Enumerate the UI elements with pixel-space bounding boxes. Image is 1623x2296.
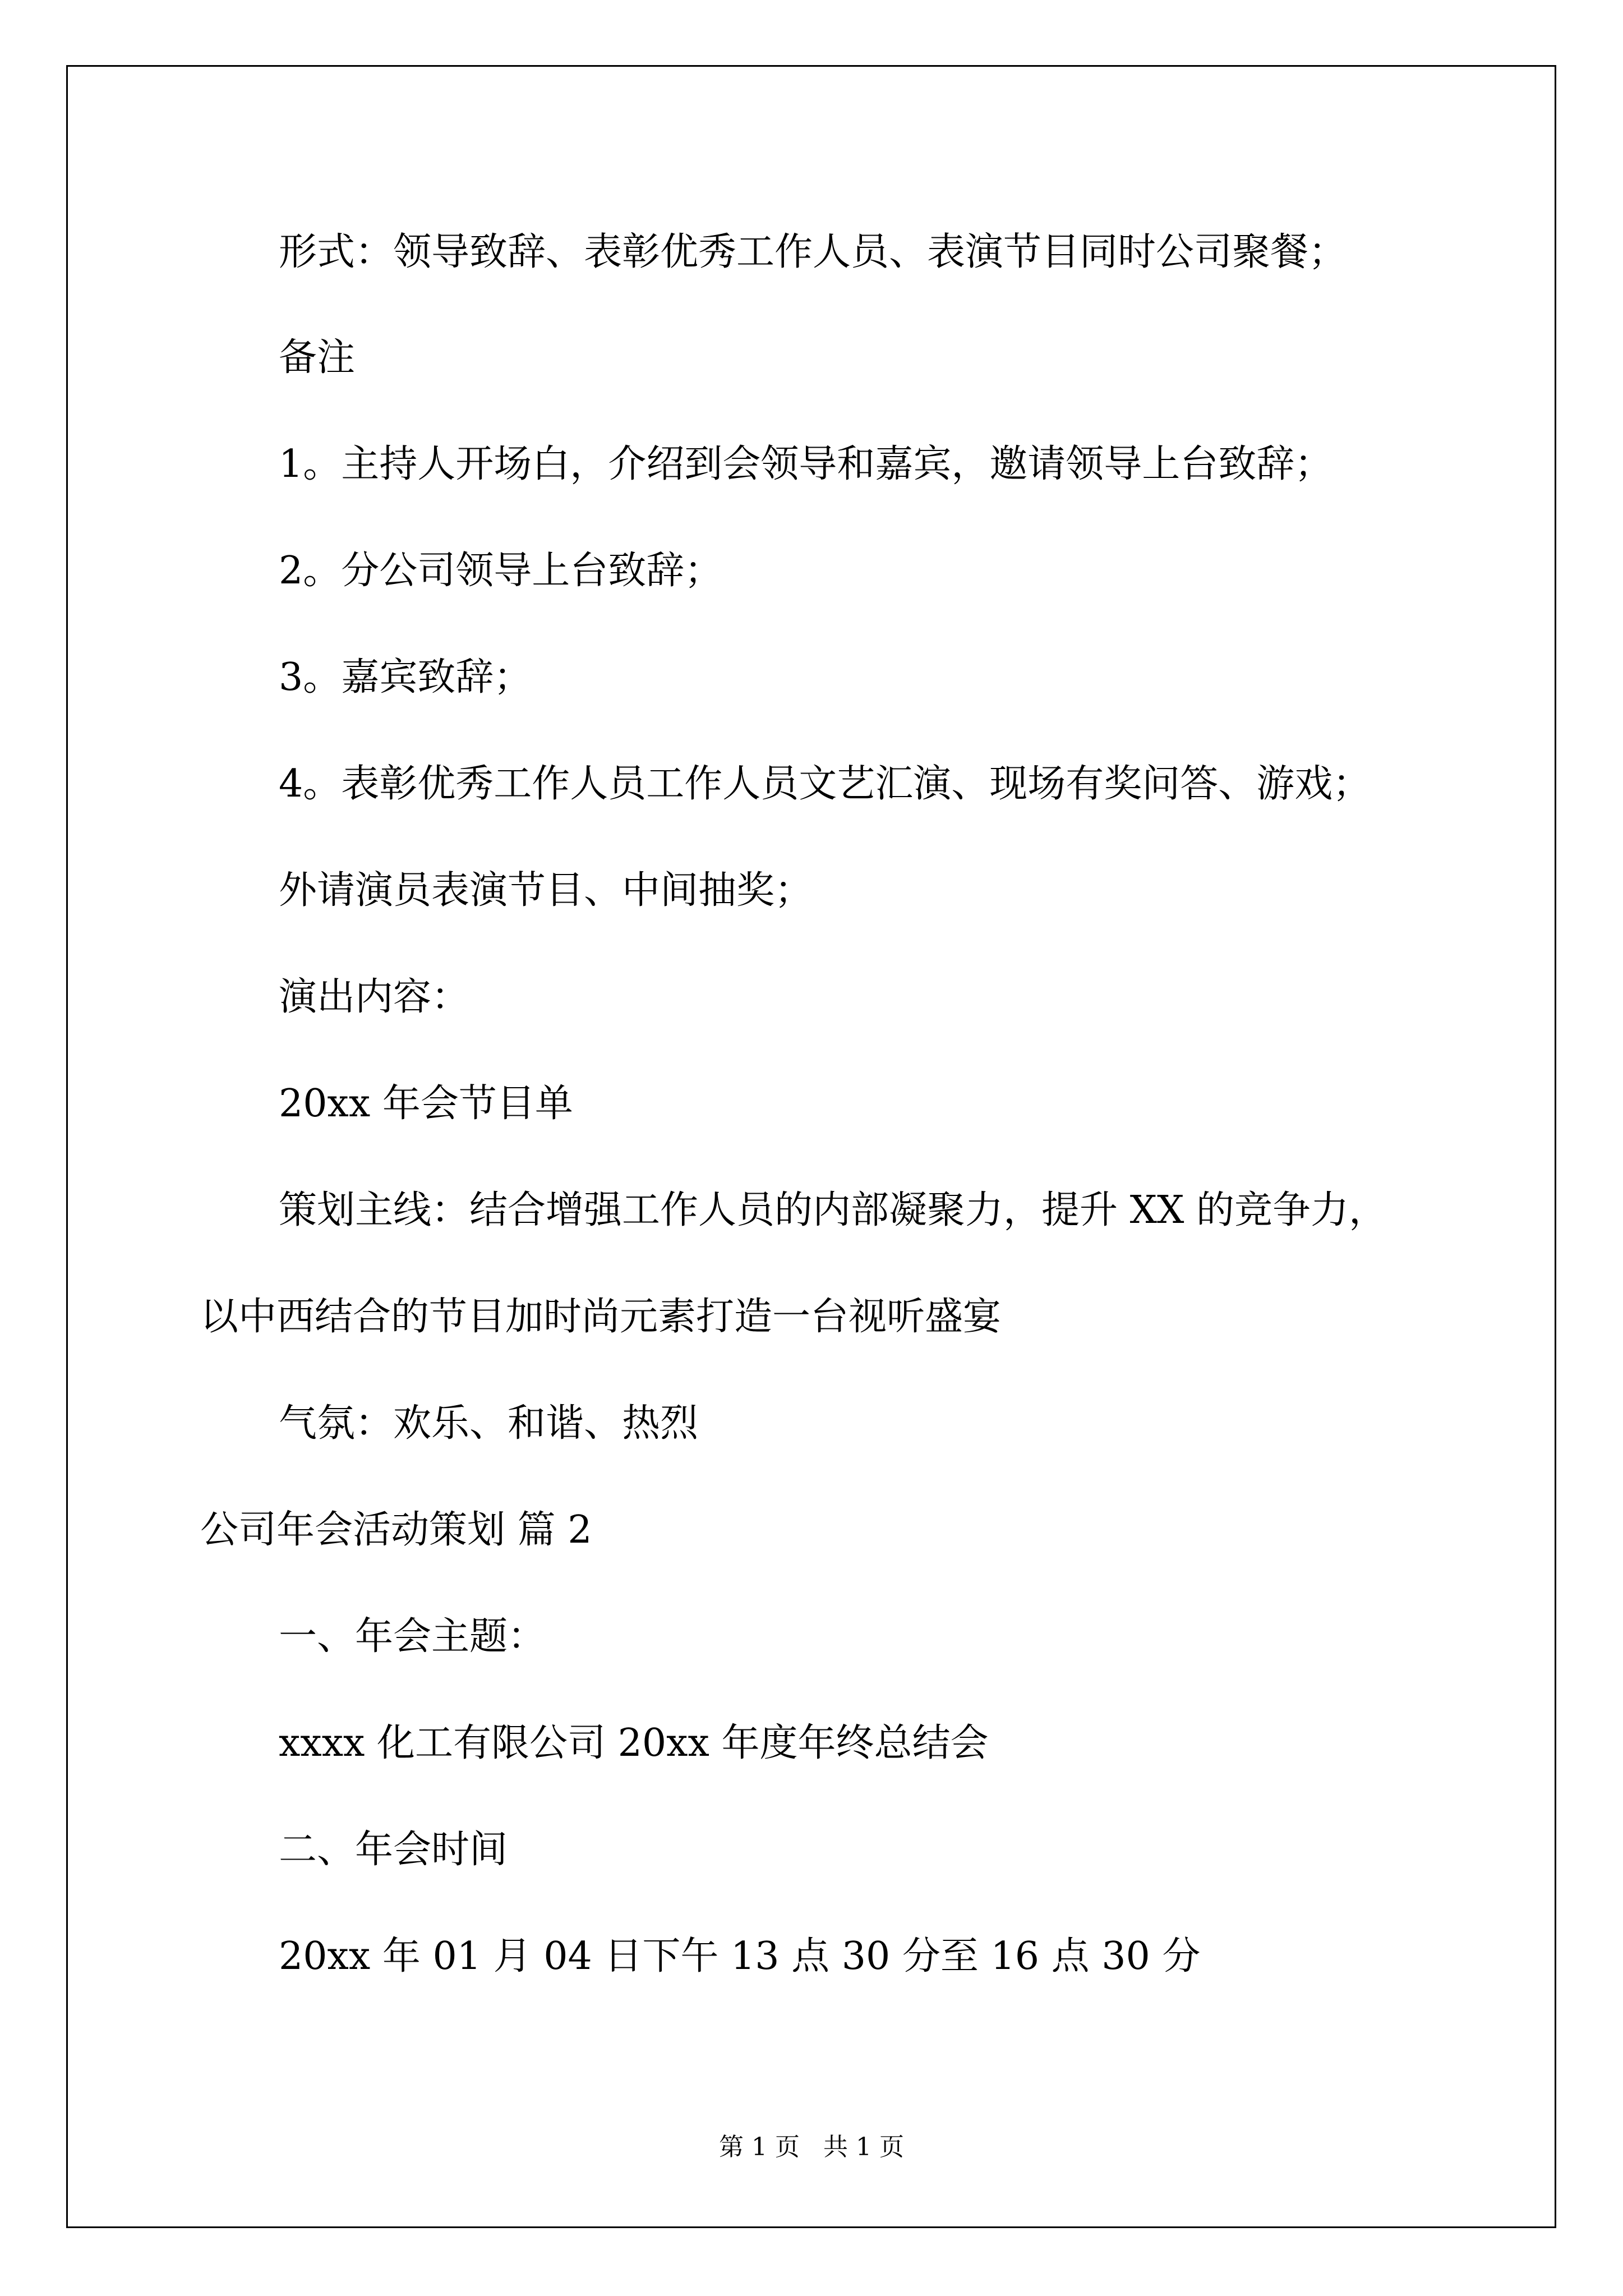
paragraph-item-2: 2。分公司领导上台致辞； xyxy=(279,549,723,593)
paragraph-program-list: 20xx 年会节目单 xyxy=(279,1082,573,1126)
paragraph-item-1: 1。主持人开场白，介绍到会领导和嘉宾，邀请领导上台致辞； xyxy=(279,442,1333,486)
page-border xyxy=(66,65,1556,2228)
paragraph-format: 形式：领导致辞、表彰优秀工作人员、表演节目同时公司聚餐； xyxy=(279,230,1347,274)
paragraph-theme-heading: 一、年会主题： xyxy=(279,1614,546,1659)
paragraph-time-heading: 二、年会时间 xyxy=(279,1828,508,1872)
paragraph-time-value: 20xx 年 01 月 04 日下午 13 点 30 分至 16 点 30 分 xyxy=(279,1934,1201,1978)
paragraph-theme-value: xxxx 化工有限公司 20xx 年度年终总结会 xyxy=(279,1721,989,1765)
paragraph-main-theme-continued: 以中西结合的节目加时尚元素打造一台视听盛宴 xyxy=(200,1295,1002,1339)
paragraph-atmosphere: 气氛：欢乐、和谐、热烈 xyxy=(279,1401,699,1446)
paragraph-item-3: 3。嘉宾致辞； xyxy=(279,655,532,700)
paragraph-notes-heading: 备注 xyxy=(279,335,356,380)
section-heading-part-2: 公司年会活动策划 篇 2 xyxy=(200,1508,592,1552)
paragraph-performance-content: 演出内容： xyxy=(279,975,470,1019)
paragraph-item-4-continued: 外请演员表演节目、中间抽奖； xyxy=(279,868,813,913)
page-footer: 第 1 页 共 1 页 xyxy=(719,2133,904,2161)
paragraph-item-4: 4。表彰优秀工作人员工作人员文艺汇演、现场有奖问答、游戏； xyxy=(279,762,1371,806)
paragraph-main-theme: 策划主线：结合增强工作人员的内部凝聚力，提升 XX 的竞争力， xyxy=(279,1188,1387,1232)
